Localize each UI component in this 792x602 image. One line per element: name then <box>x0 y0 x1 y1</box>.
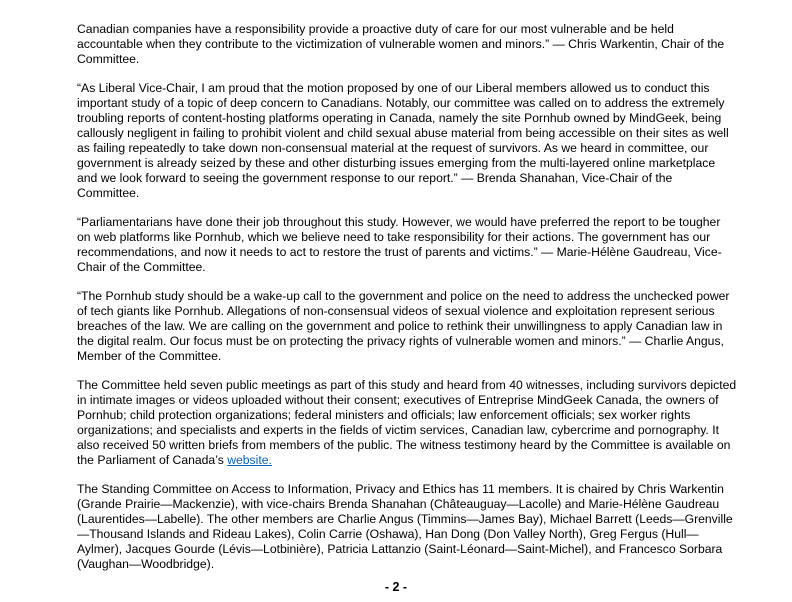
paragraph-shanahan-quote <box>77 81 737 201</box>
paragraph-committee-members <box>77 482 737 572</box>
paragraph-gaudreau-quote <box>77 215 737 275</box>
paragraph-text: “The Pornhub study should be a wake-up call to the government and police on the need to address the unchecked power of tech giants like Pornhub. Allegations of non-consensual videos of sexual violence and exploitation represent serious breaches of the law. We are calling on the government and police to rethink their unwillingness to apply Canadian law in the digital realm. Our focus must be on protecting the privacy rights of vulnerable women and minors.” — Charlie Angus, Member of the Committee. <box>77 289 730 363</box>
document-body <box>77 22 737 586</box>
paragraph-public-meetings <box>77 378 737 468</box>
paragraph-angus-quote <box>77 289 737 364</box>
paragraph-text: “As Liberal Vice-Chair, I am proud that the motion proposed by one of our Liberal members allowed us to conduct this important study of a topic of deep concern to Canadians. Notably, our committee was called on to address the extremely troubling reports of content-hosting platforms operating in Canada, namely the site Pornhub owned by MindGeek, being callously negligent in failing to prohibit violent and child sexual abuse material from being accessible on their sites as well as failing repeatedly to take down non-consensual material at the request of survivors. As we heard in committee, our government is already seized by these and other disturbing issues emerging from the multi-layered online marketplace and we look forward to seeing the government response to our report.” — Brenda Shanahan, Vice-Chair of the Committee. <box>77 81 729 200</box>
paragraph-text: Canadian companies have a responsibility provide a proactive duty of care for our most vulnerable and be held accountable when they contribute to the victimization of vulnerable women and minors.” — Chris Warkentin, Chair of the Committee. <box>77 22 725 66</box>
website-link[interactable]: website. <box>227 453 272 467</box>
paragraph-text: The Committee held seven public meetings as part of this study and heard from 40 witnesses, including survivors depicted in intimate images or videos uploaded without their consent; executives of Entreprise MindGeek Canada, the owners of Pornhub; child protection organizations; federal ministers and officials; law enforcement officials; sex worker rights organizations; and specialists and experts in the fields of victim services, Canadian law, cybercrime and pornography. It also received 50 written briefs from members of the public. The witness testimony heard by the Committee is available on the Parliament of Canada’s <box>77 378 737 467</box>
page-number: - 2 - <box>384 580 408 594</box>
paragraph-text: The Standing Committee on Access to Information, Privacy and Ethics has 11 members. It is chaired by Chris Warkentin (Grande Prairie—Mackenzie), with vice-chairs Brenda Shanahan (Châteauguay—Lacolle) and Marie-Hélène Gaudreau (Laurentides—Labelle). The other members are Charlie Angus (Timmins—James Bay), Michael Barrett (Leeds—Grenville—Thousand Islands and Rideau Lakes), Colin Carrie (Oshawa), Han Dong (Don Valley North), Greg Fergus (Hull—Aylmer), Jacques Gourde (Lévis—Lotbinière), Patricia Lattanzio (Saint-Léonard—Saint-Michel), and Francesco Sorbara (Vaughan—Woodbridge). <box>77 482 733 571</box>
paragraph-warkentin-quote-end <box>77 22 737 67</box>
paragraph-text: “Parliamentarians have done their job throughout this study. However, we would have preferred the report to be tougher on web platforms like Pornhub, which we believe need to take responsibility for their actions. The government has our recommendations, and now it needs to act to restore the trust of parents and victims.” — Marie-Hélène Gaudreau, Vice-Chair of the Committee. <box>77 215 722 274</box>
